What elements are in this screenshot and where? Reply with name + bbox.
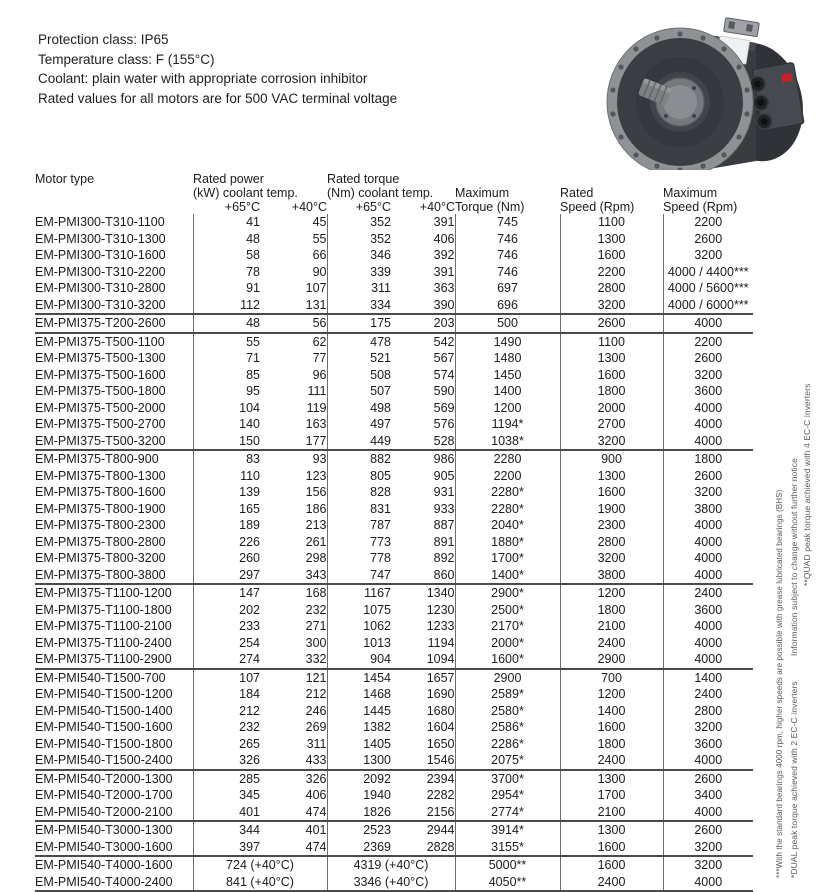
header-power-40: +40°C [291, 200, 327, 214]
footnote-subject-to-change: Information subject to change without further notice [789, 458, 799, 656]
header-torque-65: +65°C [355, 200, 391, 214]
motor-photo [600, 10, 810, 170]
table-row: EM-PMI540-T1500-700 107 121 1454 1657 2900 700 1400 [35, 669, 753, 687]
rated-values-line: Rated values for all motors are for 500 VAC terminal voltage [38, 90, 398, 106]
table-row: EM-PMI375-T1100-2400 254 300 1013 1194 2000* 2400 4000 [35, 635, 753, 652]
table-row: EM-PMI375-T500-3200 150 177 449 528 1038* 3200 4000 [35, 433, 753, 451]
table-row: EM-PMI375-T800-1300 110 123 805 905 2200 1300 2600 [35, 468, 753, 485]
table-row: EM-PMI540-T3000-1600 397 474 2369 2828 3155* 1600 3200 [35, 839, 753, 857]
table-row: EM-PMI300-T310-1600 58 66 346 392 746 1600 3200 [35, 247, 753, 264]
table-row: EM-PMI375-T800-2300 189 213 787 887 2040* 2300 4000 [35, 517, 753, 534]
table-row: EM-PMI375-T500-1300 71 77 521 567 1480 1300 2600 [35, 350, 753, 367]
footnote-standard-bearings: ***With the standard bearings 4000 rpm, higher speeds are possible with grease lubricated bearings (BHS) [775, 489, 784, 878]
motor-spec-table [35, 172, 753, 892]
intro-text-block [38, 30, 397, 108]
table-row: EM-PMI540-T4000-2400 841 (+40°C) 3346 (+40°C) 4050** 2400 4000 [35, 874, 753, 892]
header-power-65: +65°C [224, 200, 260, 214]
table-row: EM-PMI300-T310-1300 48 55 352 406 746 1300 2600 [35, 231, 753, 248]
table-row: EM-PMI375-T800-3200 260 298 778 892 1700* 3200 4000 [35, 550, 753, 567]
temperature-class-line: Temperature class: F (155°C) [38, 51, 215, 67]
table-row: EM-PMI375-T800-1600 139 156 828 931 2280* 1600 3200 [35, 484, 753, 501]
terminal-bracket [724, 18, 760, 37]
protection-class-line: Protection class: IP65 [38, 32, 169, 47]
table-row: EM-PMI540-T1500-1400 212 246 1445 1680 2580* 1400 2800 [35, 703, 753, 720]
header-maximum-speed-1: Maximum [663, 186, 718, 200]
table-row: EM-PMI300-T310-2200 78 90 339 391 746 2200 4000 / 4400*** [35, 264, 753, 281]
header-maximum-speed-2: Speed (Rpm) [663, 200, 738, 214]
header-rated-power-sub: (kW) coolant temp. [193, 186, 298, 200]
table-row: EM-PMI375-T500-1800 95 111 507 590 1400 1800 3600 [35, 383, 753, 400]
header-maximum-torque-1: Maximum [455, 186, 510, 200]
table-row: EM-PMI375-T1100-1800 202 232 1075 1230 2500* 1800 3600 [35, 602, 753, 619]
table-row: EM-PMI540-T4000-1600 724 (+40°C) 4319 (+40°C) 5000** 1600 3200 [35, 856, 753, 874]
table-row: EM-PMI375-T800-1900 165 186 831 933 2280* 1900 3800 [35, 501, 753, 518]
header-torque-40: +40°C [419, 200, 455, 214]
header-rated-torque: Rated torque [327, 172, 400, 186]
header-rated-speed-2: Speed (Rpm) [560, 200, 635, 214]
table-row: EM-PMI300-T310-3200 112 131 334 390 696 3200 4000 / 6000*** [35, 297, 753, 315]
table-row: EM-PMI375-T500-2000 104 119 498 569 1200 2000 4000 [35, 400, 753, 417]
header-maximum-torque-2: Torque (Nm) [455, 200, 525, 214]
table-row: EM-PMI540-T2000-2100 401 474 1826 2156 2774* 2100 4000 [35, 804, 753, 822]
table-row: EM-PMI375-T1100-2100 233 271 1062 1233 2170* 2100 4000 [35, 618, 753, 635]
footnote-quad-peak: **QUAD peak torque achieved with 4 EC-C inverters [802, 383, 812, 586]
table-row: EM-PMI300-T310-1100 41 45 352 391 745 1100 2200 [35, 214, 753, 231]
brand-red-label [781, 73, 792, 83]
table-row: EM-PMI300-T310-2800 91 107 311 363 697 2800 4000 / 5600*** [35, 280, 753, 297]
table-row: EM-PMI540-T2000-1300 285 326 2092 2394 3700* 1300 2600 [35, 770, 753, 788]
table-row: EM-PMI375-T800-2800 226 261 773 891 1880* 2800 4000 [35, 534, 753, 551]
table-row: EM-PMI375-T500-1600 85 96 508 574 1450 1600 3200 [35, 367, 753, 384]
table-row: EM-PMI375-T200-2600 48 56 175 203 500 2600 4000 [35, 314, 753, 333]
table-row: EM-PMI375-T1100-1200 147 168 1167 1340 2900* 1200 2400 [35, 584, 753, 602]
table-row: EM-PMI540-T2000-1700 345 406 1940 2282 2954* 1700 3400 [35, 787, 753, 804]
table-row: EM-PMI540-T1500-1800 265 311 1405 1650 2286* 1800 3600 [35, 736, 753, 753]
table-row: EM-PMI375-T500-2700 140 163 497 576 1194* 2700 4000 [35, 416, 753, 433]
header-motor-type: Motor type [35, 172, 95, 186]
header-rated-torque-sub: (Nm) coolant temp. [327, 186, 434, 200]
table-row: EM-PMI375-T800-3800 297 343 747 860 1400* 3800 4000 [35, 567, 753, 585]
table-row: EM-PMI540-T3000-1300 344 401 2523 2944 3914* 1300 2600 [35, 821, 753, 839]
table-row: EM-PMI540-T1500-2400 326 433 1300 1546 2075* 2400 4000 [35, 752, 753, 770]
spec-table-body [35, 214, 753, 891]
spec-table-header [35, 172, 753, 214]
header-rated-speed-1: Rated [560, 186, 594, 200]
table-row: EM-PMI375-T800-900 83 93 882 986 2280 900 1800 [35, 450, 753, 468]
coolant-line: Coolant: plain water with appropriate corrosion inhibitor [38, 71, 368, 86]
junction-box [748, 62, 805, 131]
header-rated-power: Rated power [193, 172, 264, 186]
table-row: EM-PMI375-T1100-2900 274 332 904 1094 1600* 2900 4000 [35, 651, 753, 669]
table-row: EM-PMI375-T500-1100 55 62 478 542 1490 1100 2200 [35, 333, 753, 351]
table-row: EM-PMI540-T1500-1200 184 212 1468 1690 2589* 1200 2400 [35, 686, 753, 703]
footnote-dual-peak: *DUAL peak torque achieved with 2 EC-C inverters [789, 681, 799, 878]
motor-illustration [600, 10, 810, 170]
table-row: EM-PMI540-T1500-1600 232 269 1382 1604 2586* 1600 3200 [35, 719, 753, 736]
